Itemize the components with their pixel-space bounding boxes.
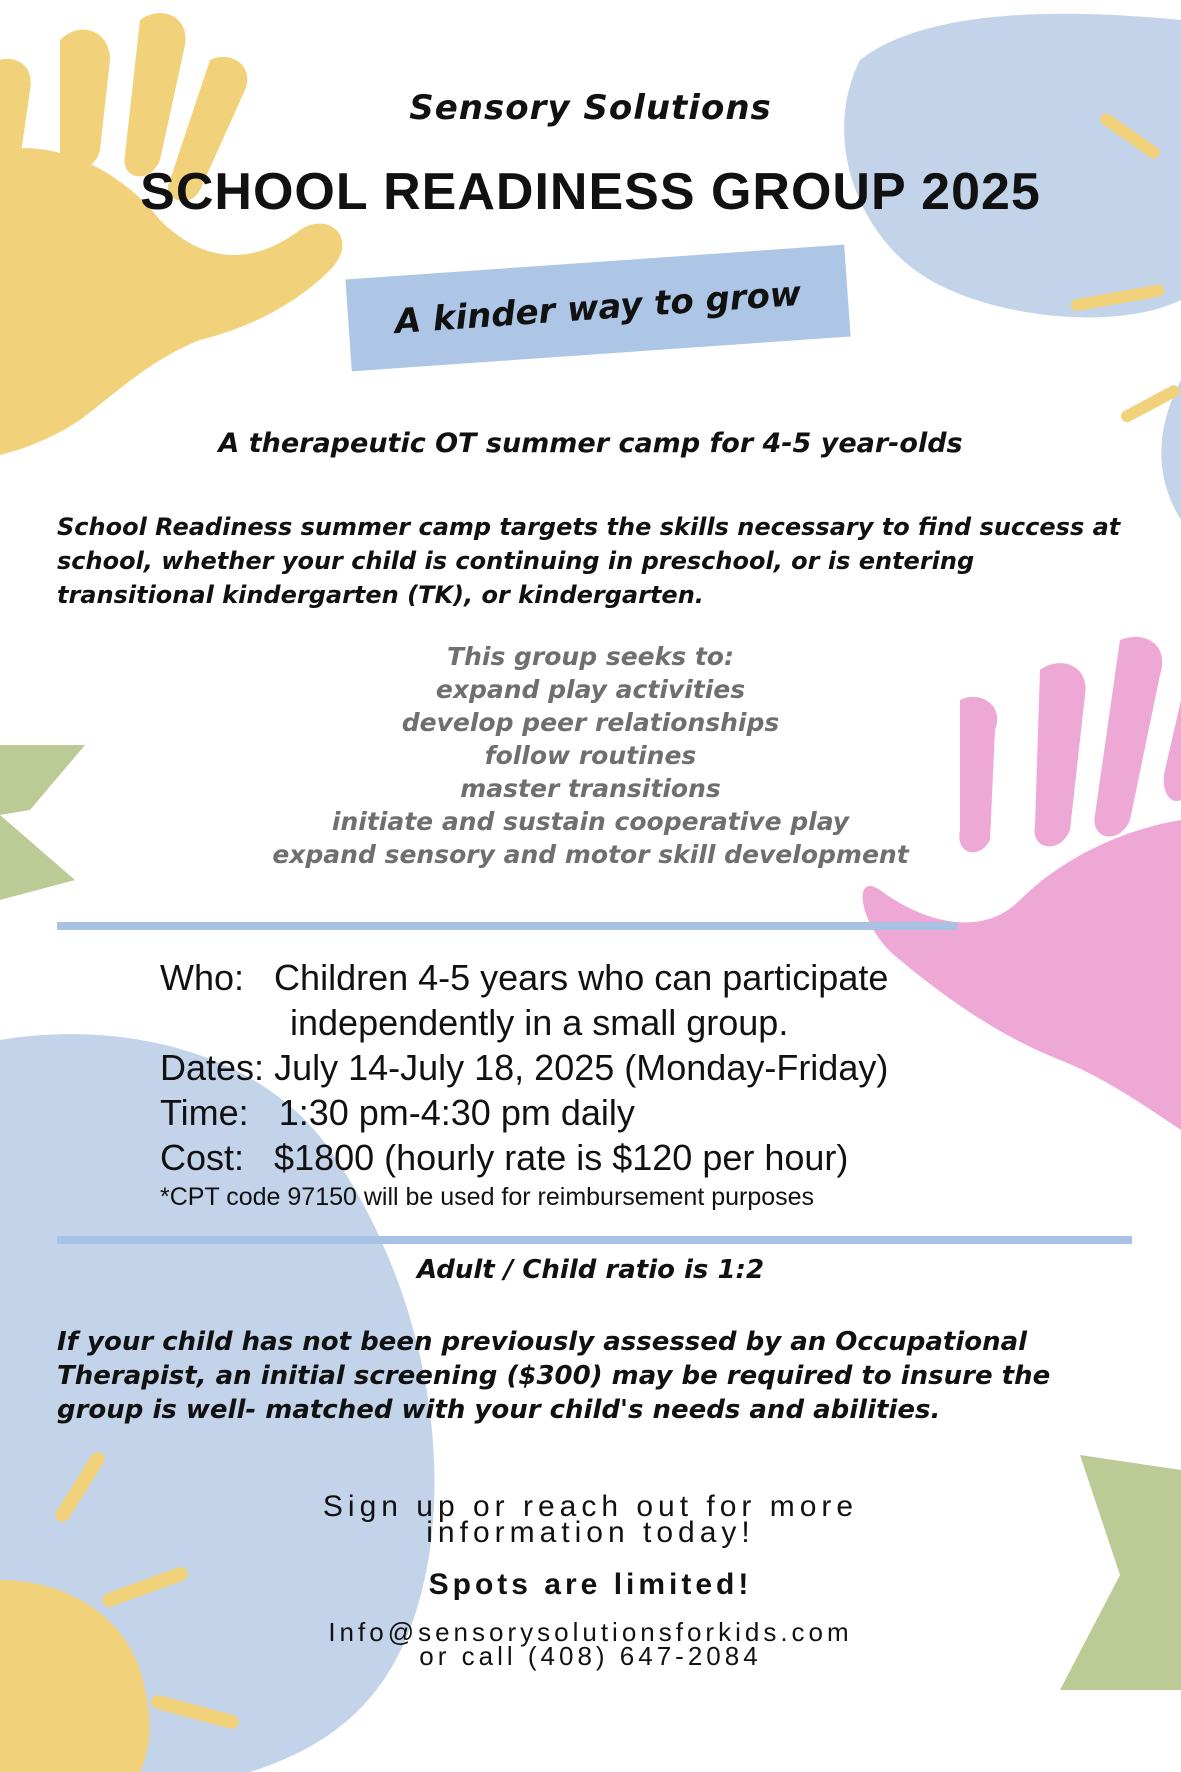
page-title: SCHOOL READINESS GROUP 2025 [140, 163, 1041, 221]
dates-value: July 14-July 18, 2025 (Monday-Friday) [274, 1047, 889, 1088]
ratio-text: Adult / Child ratio is 1:2 [416, 1255, 765, 1285]
screening-paragraph: If your child has not been previously assessed by an Occupational Therapist, an initial screening ($300) may be required to insure the group is well- matched with your child's needs and abilities. [57, 1327, 1051, 1425]
brand-name: Sensory Solutions [409, 88, 772, 128]
who-value: Children 4-5 years who can participate [274, 957, 889, 998]
contact-phone[interactable]: or call (408) 647-2084 [419, 1641, 762, 1671]
time-label: Time: [160, 1092, 249, 1133]
dates-row [160, 1045, 1060, 1090]
cost-row [160, 1135, 1060, 1180]
time-row [160, 1090, 1060, 1135]
who-label: Who: [160, 957, 245, 998]
contact-email[interactable]: Info@sensorysolutionsforkids.com [328, 1617, 853, 1647]
intro-paragraph: School Readiness summer camp targets the skills necessary to find success at school, whether your child is continuing in preschool, or is entering transitional kindergarten (TK), or kindergarten. [57, 513, 1121, 609]
call-to-action [0, 1490, 1181, 1549]
divider-top [57, 922, 957, 930]
tagline-banner [345, 245, 850, 372]
who-row-continued: independently in a small group. [290, 1002, 789, 1043]
contact-info [0, 1617, 1181, 1671]
dates-label: Dates: [160, 1047, 265, 1088]
cta-line-1: Sign up or reach out for more [322, 1490, 859, 1523]
goals-list [0, 640, 1181, 871]
goal-item: follow routines [484, 741, 697, 770]
spots-limited: Spots are limited! [428, 1568, 753, 1601]
tagline: A kinder way to grow [393, 273, 803, 343]
goal-item: master transitions [460, 774, 721, 803]
goal-item: develop peer relationships [401, 708, 780, 737]
camp-details [160, 955, 1060, 1214]
cta-line-2: information today! [426, 1516, 755, 1549]
who-row [160, 955, 1060, 1000]
subtitle: A therapeutic OT summer camp for 4-5 year-olds [218, 428, 963, 459]
cost-value: $1800 (hourly rate is $120 per hour) [274, 1137, 849, 1178]
cost-label: Cost: [160, 1137, 245, 1178]
cpt-note: *CPT code 97150 will be used for reimbursement purposes [160, 1183, 815, 1211]
goal-item: expand sensory and motor skill development [272, 840, 909, 869]
goal-item: initiate and sustain cooperative play [331, 807, 850, 836]
goals-heading: This group seeks to: [447, 642, 734, 671]
time-value: 1:30 pm-4:30 pm daily [278, 1092, 635, 1133]
divider-bottom [57, 1236, 1132, 1244]
goal-item: expand play activities [435, 675, 746, 704]
